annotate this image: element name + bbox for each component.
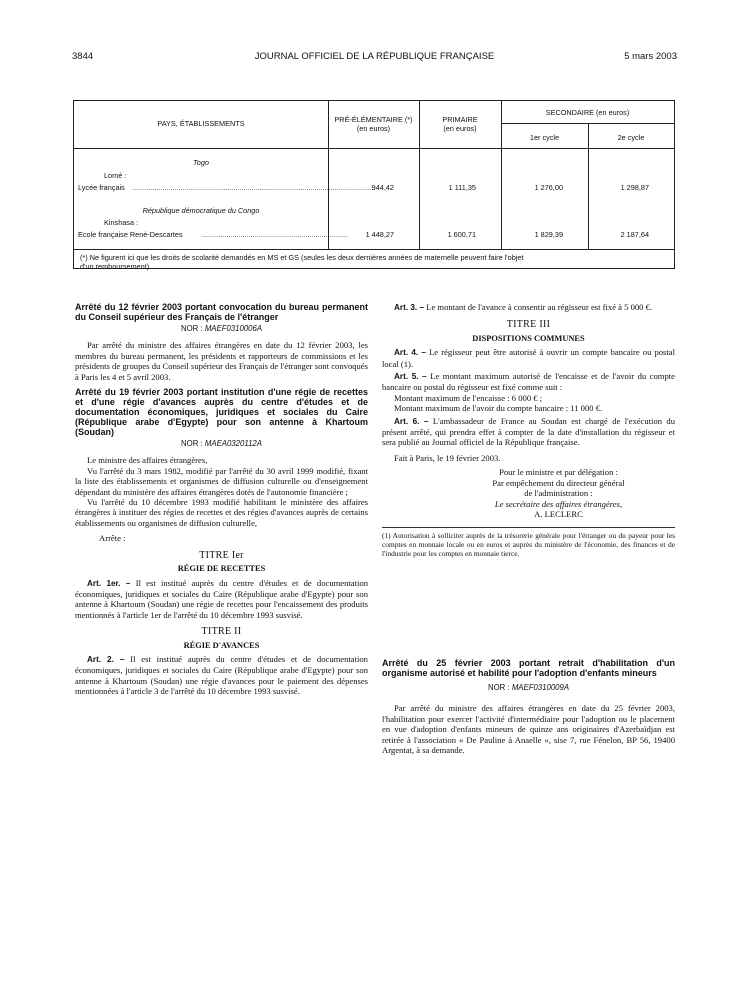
leader-dots: ........................................................................................................................ [132, 183, 376, 192]
row-divider [74, 148, 674, 149]
togo-deuxieme-cycle: 1 298,87 [620, 183, 649, 192]
article-1-label: Art. 1er. – [87, 578, 131, 588]
article-5-text: Le montant maximum autorisé de l'encaisse et de l'avoir du compte bancaire ou postal du régisseur est fixé comme suit : [382, 371, 675, 393]
decree-2-vu-2: Vu l'arrêté du 10 décembre 1993 modifié habilitant le ministère des affaires étrangères à instituer des régies de recettes et des régies d'avances auprès de certains établissements ou organismes de diffusion culturelle, [75, 497, 368, 528]
titre-3-subheading: DISPOSITIONS COMMUNES [472, 333, 585, 343]
decree-1-body: Par arrêté du ministre des affaires étrangères en date du 12 février 2003, les membres du bureau permanent, les présidents et rapporteurs de commissions et les présidents de groupes du Conseil supérieur des Français de l'étranger sont convoqués à Paris les 4 et 5 avril 2003. [75, 340, 368, 382]
article-5-label: Art. 5. – [394, 372, 427, 382]
decree-1-title: Arrêté du 12 février 2003 portant convocation du bureau permanent du Conseil supérieur des Français de l'étranger [75, 302, 368, 322]
article-2-text: Il est institué auprès du centre d'études et de documentation économiques, juridiques et sociales du Caire (République arabe d'Egypte) pour son antenne à Khartoum (Soudan) une régie d'avances pour le paiement des dépenses mentionnées à l'article 3 de l'arrêté du 10 décembre 1993 susvisé. [75, 653, 368, 697]
nor-code: MAEA0320112A [204, 439, 262, 449]
rdc-deuxieme-cycle: 2 187,64 [620, 230, 649, 239]
page-header [72, 51, 677, 65]
titre-1-heading: TITRE Ier [199, 549, 244, 561]
titre-3-heading: TITRE III [506, 319, 551, 331]
article-3-label: Art. 3. – [394, 303, 425, 312]
togo-pre-elementaire: 944,42 [371, 183, 394, 192]
article-2 [75, 654, 368, 697]
article-6 [382, 416, 675, 448]
signature-line-4: Le secrétaire des affaires étrangères, [494, 498, 623, 509]
nor-label: NOR : [180, 324, 203, 333]
journal-title: JOURNAL OFFICIEL DE LA RÉPUBLIQUE FRANÇAISE [254, 51, 495, 62]
nor-label: NOR : [181, 439, 203, 449]
decree-3-nor [382, 683, 675, 693]
decree-3-title: Arrêté du 25 février 2003 portant retrait d'habilitation d'un organisme autorisé et habilité pour l'adoption d'enfants mineurs [382, 658, 675, 678]
header-secondaire: SECONDAIRE (en euros) [545, 108, 630, 117]
nor-label: NOR : [487, 683, 510, 692]
decree-3-body: Par arrêté du ministre des affaires étrangères en date du 25 février 2003, l'habilitation pour exercer l'activité d'intermédiaire pour l'adoption ou le placement en vue d'adoption d'enfants mineurs de quinze ans originaires d'Azerbaïdjan est retirée à l'association « De Pauline à Anaelle », sise 7, rue Fénelon, BP 56, 19400 Argentat, à sa demande. [382, 703, 675, 756]
article-3 [382, 302, 675, 313]
signatory-name: A. LECLERC [534, 508, 583, 519]
school-lycee-francais: Lycée français [78, 183, 125, 192]
city-kinshasa: Kinshasa : [104, 218, 139, 227]
article-5 [382, 371, 675, 393]
country-rdc: République démocratique du Congo [142, 206, 260, 215]
rdc-primaire: 1 600,71 [447, 230, 476, 239]
tuition-fee-table [73, 100, 675, 269]
leader-dots: ........................................................................ [202, 230, 348, 239]
article-2-label: Art. 2. – [87, 654, 125, 664]
article-6-text: L'ambassadeur de France au Soudan est chargé de l'exécution du présent arrêté, qui prendra effet à compter de la date d'installation du régisseur et sera publié au Journal officiel de la République française. [382, 415, 675, 448]
article-4 [382, 347, 675, 369]
right-column [382, 302, 675, 558]
city-lome: Lomé : [104, 171, 127, 180]
country-togo: Togo [193, 158, 209, 167]
nor-code: MAEF0310006A [204, 324, 263, 333]
fait-a-paris: Fait à Paris, le 19 février 2003. [394, 452, 501, 463]
article-3-text: Le montant de l'avance à consentir au régisseur est fixé à 5 000 €. [426, 302, 653, 312]
togo-premier-cycle: 1 276,00 [534, 183, 563, 192]
decree-2-vu-1: Vu l'arrêté du 3 mars 1982, modifié par l'arrêté du 30 avril 1999 modifié, fixant la liste des établissements et organismes de diffusion culturelle ou d'enseignement dépendant du ministère des affaires étrangères dotés de l'autonomie financière ; [75, 465, 368, 497]
header-primaire-label: PRIMAIRE [442, 115, 478, 124]
titre-1-subheading: RÉGIE DE RECETTES [177, 564, 266, 574]
table-footnote-line-2: d'un remboursement). [80, 262, 152, 271]
school-rene-descartes: Ecole française René-Descartes [78, 230, 183, 239]
table-footnote-line-1: (*) Ne figurent ici que les droits de scolarité demandés en MS et GS (seules les deux dernières années de maternelle peuvent faire l'objet [80, 253, 524, 262]
header-pays: PAYS, ÉTABLISSEMENTS [157, 119, 245, 128]
page-number: 3844 [72, 51, 94, 62]
article-4-label: Art. 4. – [394, 348, 426, 358]
article-1 [75, 578, 368, 621]
footnote-rule [382, 527, 675, 528]
signature-line-1: Pour le ministre et par délégation : [499, 467, 618, 478]
decree-2-intro: Le ministre des affaires étrangères, [87, 455, 208, 466]
article-4-text: Le régisseur peut être autorisé à ouvrir un compte bancaire ou postal local (1). [382, 347, 675, 369]
header-primaire-unit: (en euros) [443, 124, 477, 133]
header-pre-elementaire [328, 115, 419, 133]
signature-line-2: Par empêchement du directeur général [492, 477, 625, 488]
togo-primaire: 1 111,35 [448, 183, 476, 192]
header-deuxieme-cycle: 2e cycle [617, 133, 645, 142]
left-column [75, 302, 368, 697]
nor-code: MAEF0310009A [511, 683, 570, 692]
header-primaire [419, 115, 501, 133]
header-pre-elementaire-label: PRÉ-ÉLÉMENTAIRE (*) [334, 115, 413, 124]
right-column-lower [382, 658, 675, 755]
footnote-1: (1) Autorisation à solliciter auprès de la trésorerie générale pour l'étranger ou du payeur pour les comptes en monnaie locale ou en euros et auprès du ministère de l'économie, des finances et de l'industrie pour les comptes en monnaie tierce. [382, 531, 675, 558]
header-premier-cycle: 1er cycle [529, 133, 560, 142]
table-footnote [80, 253, 668, 271]
decree-2-nor [75, 439, 368, 449]
article-5-line-2: Montant maximum de l'avoir du compte bancaire : 11 000 €. [394, 403, 603, 414]
row-divider [501, 123, 674, 124]
decree-2-title: Arrêté du 19 février 2003 portant institution d'une régie de recettes et d'une régie d'avances auprès du centre d'études et de documentation économiques, juridiques et sociales du Caire (République arabe d'Egypte) pour son antenne à Khartoum (Soudan) [75, 387, 368, 438]
rdc-premier-cycle: 1 829,39 [534, 230, 563, 239]
article-5-line-1: Montant maximum de l'encaisse : 6 000 € ; [394, 392, 543, 403]
row-divider [74, 249, 674, 250]
header-pre-elementaire-unit: (en euros) [356, 124, 391, 133]
article-6-label: Art. 6. – [394, 416, 429, 426]
titre-2-heading: TITRE II [201, 626, 242, 638]
signature-line-3: de l'administration : [524, 488, 593, 499]
titre-2-subheading: RÉGIE D'AVANCES [183, 640, 260, 650]
article-1-text: Il est institué auprès du centre d'études et de documentation économiques, juridiques et sociales du Caire (République arabe d'Egypte) pour son antenne à Khartoum (Soudan) une régie de recettes pour l'encaissement des produits mentionnés à l'article 1er de l'arrêté du 10 décembre 1993 susvisé. [75, 577, 368, 620]
signature-block [382, 467, 675, 519]
decree-1-nor [75, 324, 368, 334]
decree-2-arrete: Arrête : [99, 533, 126, 544]
rdc-pre-elementaire: 1 448,27 [365, 230, 394, 239]
issue-date: 5 mars 2003 [624, 51, 677, 62]
